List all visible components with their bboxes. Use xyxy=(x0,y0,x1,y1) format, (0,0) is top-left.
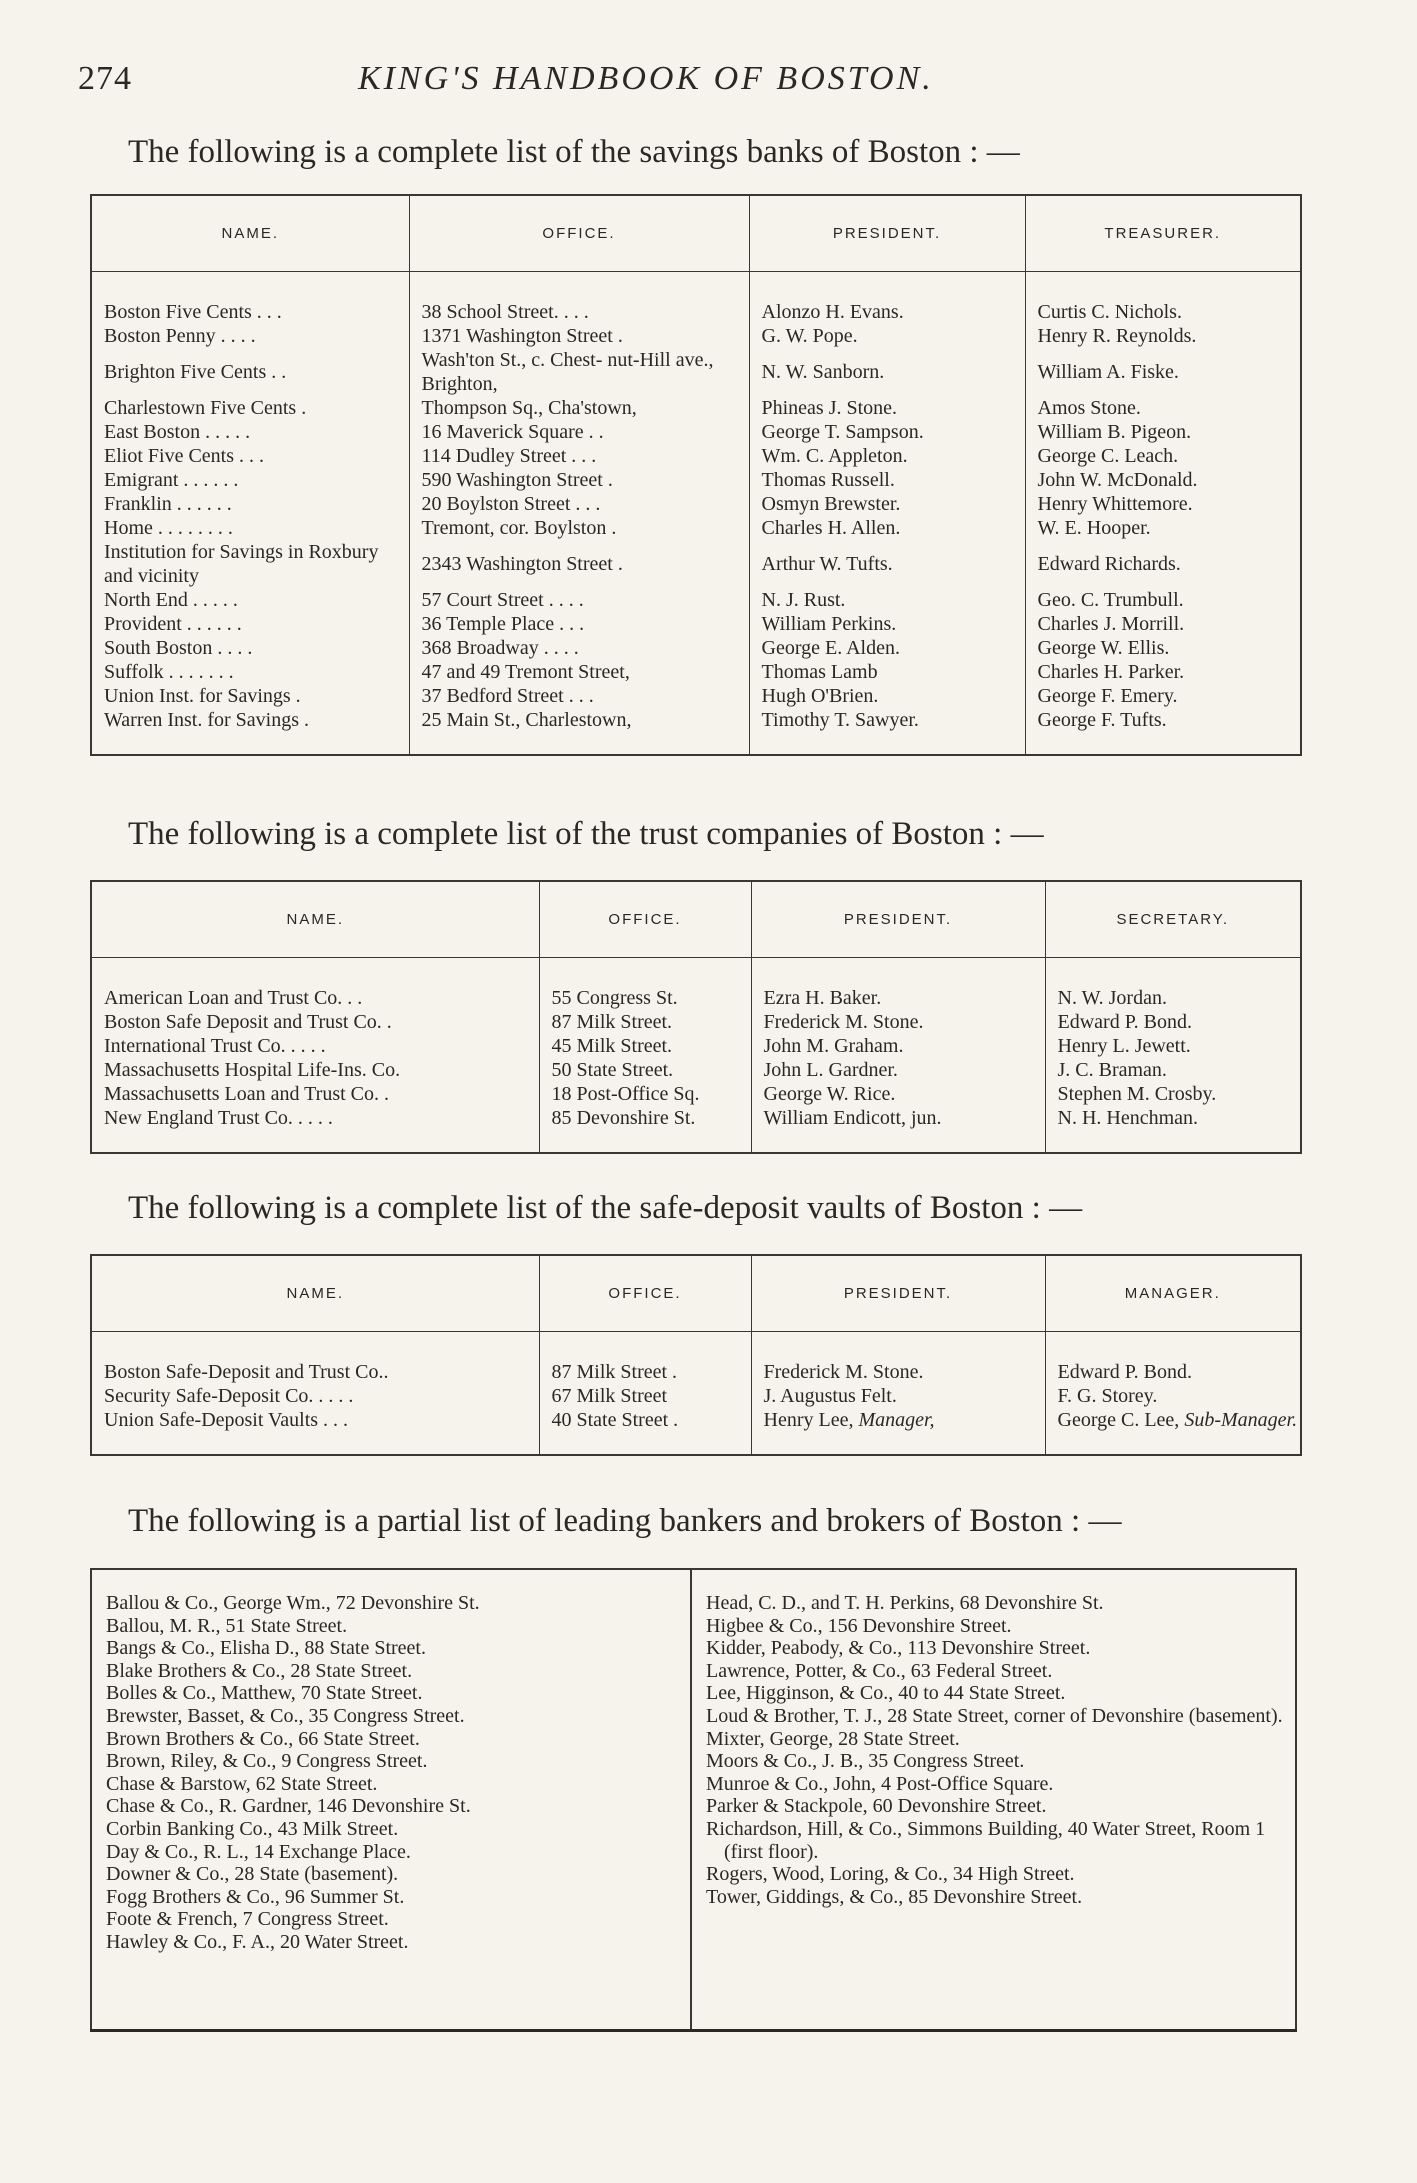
cell-text: Ezra H. Baker. xyxy=(763,986,882,1009)
table-row xyxy=(91,612,1301,636)
list-item: Chase & Co., R. Gardner, 146 Devonshire St. xyxy=(106,1795,471,1818)
list-item: Bangs & Co., Elisha D., 88 State Street. xyxy=(106,1637,426,1660)
trust-companies-intro: The following is a complete list of the trust companies of Boston : — xyxy=(128,816,1044,852)
cell-treasurer xyxy=(1025,708,1301,755)
list-item: Moors & Co., J. B., 35 Congress Street. xyxy=(706,1750,1025,1773)
table-row xyxy=(91,468,1301,492)
cell-treasurer xyxy=(1025,444,1301,468)
list-item: Day & Co., R. L., 14 Exchange Place. xyxy=(106,1840,411,1863)
cell-secretary xyxy=(1045,1106,1301,1153)
cell-text: N. W. Sanborn. xyxy=(761,360,885,383)
trust-companies-table xyxy=(90,880,1302,1154)
cell-office xyxy=(409,271,749,324)
savings-banks-intro: The following is a complete list of the savings banks of Boston : — xyxy=(128,134,1020,170)
cell-office xyxy=(409,348,749,396)
cell-name xyxy=(91,1384,539,1408)
cell-name xyxy=(91,1058,539,1082)
list-item: Hawley & Co., F. A., 20 Water Street. xyxy=(106,1930,409,1953)
cell-office xyxy=(539,1034,751,1058)
list-item: Brewster, Basset, & Co., 35 Congress Street. xyxy=(106,1704,465,1727)
table-row xyxy=(91,1106,1301,1153)
cell-text: American Loan and Trust Co. . . xyxy=(104,986,363,1009)
cell-president xyxy=(751,1408,1045,1455)
cell-role: Sub-Manager. xyxy=(1184,1408,1298,1431)
cell-text: Franklin . . . . . . xyxy=(104,492,232,515)
cell-name xyxy=(91,1034,539,1058)
cell-president xyxy=(751,957,1045,1010)
list-item: Blake Brothers & Co., 28 State Street. xyxy=(106,1659,413,1682)
cell-name xyxy=(91,468,409,492)
cell-office xyxy=(539,1058,751,1082)
cell-president xyxy=(749,444,1025,468)
cell-text: George F. Emery. xyxy=(1037,684,1178,707)
cell-text: Brighton Five Cents . . xyxy=(104,360,287,383)
cell-office xyxy=(409,396,749,420)
cell-office xyxy=(409,516,749,540)
column-header: TREASURER. xyxy=(1025,195,1301,271)
cell-text: 55 Congress St. xyxy=(551,986,678,1009)
cell-role: Manager, xyxy=(858,1408,935,1431)
cell-name xyxy=(91,588,409,612)
cell-text: Frederick M. Stone. xyxy=(763,1360,924,1383)
cell-office xyxy=(409,324,749,348)
cell-text: 85 Devonshire St. xyxy=(551,1106,696,1129)
cell-text: Phineas J. Stone. xyxy=(761,396,898,419)
cell-president xyxy=(749,636,1025,660)
list-item: Fogg Brothers & Co., 96 Summer St. xyxy=(106,1885,405,1908)
cell-office xyxy=(409,492,749,516)
cell-office xyxy=(539,1384,751,1408)
cell-treasurer xyxy=(1025,660,1301,684)
cell-secretary xyxy=(1045,1082,1301,1106)
brokers-right-column xyxy=(691,1569,1296,2031)
cell-text: 20 Boylston Street . . . xyxy=(421,492,601,515)
cell-text: Massachusetts Hospital Life-Ins. Co. xyxy=(104,1058,401,1081)
cell-treasurer xyxy=(1025,540,1301,588)
cell-text: 37 Bedford Street . . . xyxy=(421,684,594,707)
cell-text: Hugh O'Brien. xyxy=(761,684,879,707)
cell-president xyxy=(751,1384,1045,1408)
table-row xyxy=(91,348,1301,396)
cell-text: Henry R. Reynolds. xyxy=(1037,324,1197,347)
cell-name xyxy=(91,420,409,444)
cell-text: Wm. C. Appleton. xyxy=(761,444,908,467)
cell-text: 47 and 49 Tremont Street, xyxy=(421,660,630,683)
cell-office xyxy=(409,660,749,684)
cell-treasurer xyxy=(1025,492,1301,516)
cell-office xyxy=(539,1106,751,1153)
cell-treasurer xyxy=(1025,396,1301,420)
table-row xyxy=(91,492,1301,516)
cell-text: William B. Pigeon. xyxy=(1037,420,1192,443)
running-head xyxy=(78,60,1318,106)
list-item: Foote & French, 7 Congress Street. xyxy=(106,1908,389,1931)
book-title: KING'S HANDBOOK OF BOSTON. xyxy=(358,60,934,97)
cell-text: Frederick M. Stone. xyxy=(763,1010,924,1033)
table-row xyxy=(91,1082,1301,1106)
cell-text: Security Safe-Deposit Co. . . . . xyxy=(104,1384,354,1407)
cell-text: Henry Whittemore. xyxy=(1037,492,1193,515)
brokers-left-column xyxy=(91,1569,691,2031)
cell-text: W. E. Hooper. xyxy=(1037,516,1151,539)
cell-name xyxy=(91,1106,539,1153)
table-row xyxy=(91,1331,1301,1384)
cell-office xyxy=(539,957,751,1010)
cell-president xyxy=(749,612,1025,636)
cell-text: South Boston . . . . xyxy=(104,636,253,659)
table-row xyxy=(91,1058,1301,1082)
cell-president xyxy=(749,348,1025,396)
safe-deposit-vaults-table xyxy=(90,1254,1302,1456)
bankers-brokers-intro: The following is a partial list of leading bankers and brokers of Boston : — xyxy=(128,1503,1122,1539)
cell-text: John M. Graham. xyxy=(763,1034,904,1057)
table-row xyxy=(91,708,1301,755)
list-item: Brown Brothers & Co., 66 State Street. xyxy=(106,1727,420,1750)
safe-deposit-intro: The following is a complete list of the safe-deposit vaults of Boston : — xyxy=(128,1190,1083,1226)
cell-text: Edward P. Bond. xyxy=(1057,1010,1192,1033)
cell-president xyxy=(751,1058,1045,1082)
cell-name xyxy=(91,1331,539,1384)
cell-manager xyxy=(1045,1331,1301,1384)
column-header: NAME. xyxy=(91,195,409,271)
table-row xyxy=(91,1384,1301,1408)
cell-office xyxy=(539,1010,751,1034)
cell-president xyxy=(749,516,1025,540)
cell-treasurer xyxy=(1025,588,1301,612)
cell-name xyxy=(91,444,409,468)
cell-president xyxy=(751,1082,1045,1106)
cell-text: Thomas Lamb xyxy=(761,660,878,683)
cell-text: 368 Broadway . . . . xyxy=(421,636,579,659)
table-row xyxy=(91,271,1301,324)
cell-office xyxy=(409,684,749,708)
cell-text: Boston Penny . . . . xyxy=(104,324,256,347)
list-item: Downer & Co., 28 State (basement). xyxy=(106,1863,399,1886)
cell-text: 40 State Street . xyxy=(551,1408,679,1431)
cell-text: Henry Lee, xyxy=(763,1408,854,1431)
cell-text: 1371 Washington Street . xyxy=(421,324,623,347)
cell-text: John L. Gardner. xyxy=(763,1058,898,1081)
cell-text: Emigrant . . . . . . xyxy=(104,468,239,491)
cell-text: George E. Alden. xyxy=(761,636,900,659)
cell-president xyxy=(751,1010,1045,1034)
table-row xyxy=(91,540,1301,588)
cell-president xyxy=(749,271,1025,324)
cell-name xyxy=(91,957,539,1010)
column-header: OFFICE. xyxy=(539,881,751,957)
cell-text: 50 State Street. xyxy=(551,1058,674,1081)
table-row xyxy=(91,636,1301,660)
cell-text: 18 Post-Office Sq. xyxy=(551,1082,700,1105)
cell-treasurer xyxy=(1025,684,1301,708)
cell-treasurer xyxy=(1025,348,1301,396)
cell-name xyxy=(91,636,409,660)
cell-text: Timothy T. Sawyer. xyxy=(761,708,919,731)
table-row xyxy=(91,516,1301,540)
cell-name xyxy=(91,348,409,396)
cell-text: Union Safe-Deposit Vaults . . . xyxy=(104,1408,349,1431)
list-item: Brown, Riley, & Co., 9 Congress Street. xyxy=(106,1750,428,1773)
list-item: Higbee & Co., 156 Devonshire Street. xyxy=(706,1614,1012,1637)
cell-text: N. J. Rust. xyxy=(761,588,846,611)
cell-text: Geo. C. Trumbull. xyxy=(1037,588,1184,611)
cell-name xyxy=(91,396,409,420)
cell-text: Alonzo H. Evans. xyxy=(761,300,904,323)
cell-text: International Trust Co. . . . . xyxy=(104,1034,326,1057)
cell-name xyxy=(91,660,409,684)
table-row xyxy=(91,1010,1301,1034)
cell-text: 87 Milk Street. xyxy=(551,1010,673,1033)
cell-name xyxy=(91,271,409,324)
table-row xyxy=(91,324,1301,348)
cell-name xyxy=(91,324,409,348)
cell-secretary xyxy=(1045,1034,1301,1058)
cell-text: 67 Milk Street xyxy=(551,1384,668,1407)
list-item: Bolles & Co., Matthew, 70 State Street. xyxy=(106,1682,423,1705)
cell-text: Charles J. Morrill. xyxy=(1037,612,1185,635)
list-item: Munroe & Co., John, 4 Post-Office Square. xyxy=(706,1772,1054,1795)
cell-secretary xyxy=(1045,1058,1301,1082)
list-item: Kidder, Peabody, & Co., 113 Devonshire Street. xyxy=(706,1637,1091,1660)
cell-name xyxy=(91,540,409,588)
column-header: NAME. xyxy=(91,1255,539,1331)
cell-text: N. H. Henchman. xyxy=(1057,1106,1199,1129)
cell-text: Osmyn Brewster. xyxy=(761,492,901,515)
cell-text: 114 Dudley Street . . . xyxy=(421,444,597,467)
cell-text: Warren Inst. for Savings . xyxy=(104,708,310,731)
cell-text: George W. Ellis. xyxy=(1037,636,1170,659)
cell-president xyxy=(749,684,1025,708)
cell-text: George F. Tufts. xyxy=(1037,708,1167,731)
cell-president xyxy=(751,1331,1045,1384)
list-item: Tower, Giddings, & Co., 85 Devonshire Street. xyxy=(706,1885,1083,1908)
cell-text: 45 Milk Street. xyxy=(551,1034,673,1057)
list-item: Head, C. D., and T. H. Perkins, 68 Devonshire St. xyxy=(706,1592,1104,1614)
table-row xyxy=(91,444,1301,468)
cell-president xyxy=(749,708,1025,755)
cell-name xyxy=(91,1082,539,1106)
cell-text: F. G. Storey. xyxy=(1057,1384,1158,1407)
cell-text: G. W. Pope. xyxy=(761,324,858,347)
table-row xyxy=(91,588,1301,612)
bankers-brokers-list xyxy=(90,1568,1297,2032)
cell-office xyxy=(409,444,749,468)
cell-office xyxy=(409,636,749,660)
cell-president xyxy=(749,396,1025,420)
cell-text: George C. Leach. xyxy=(1037,444,1179,467)
column-header: PRESIDENT. xyxy=(751,1255,1045,1331)
column-header: NAME. xyxy=(91,881,539,957)
cell-text: Institution for Savings in Roxbury and vicinity xyxy=(104,540,379,587)
cell-text: 36 Temple Place . . . xyxy=(421,612,585,635)
table-row xyxy=(91,1408,1301,1455)
cell-text: Edward Richards. xyxy=(1037,552,1181,575)
page-number: 274 xyxy=(78,60,132,97)
table-row xyxy=(91,957,1301,1010)
cell-president xyxy=(749,468,1025,492)
cell-text: William Endicott, jun. xyxy=(763,1106,942,1129)
cell-text: Charles H. Parker. xyxy=(1037,660,1185,683)
list-item: Rogers, Wood, Loring, & Co., 34 High Street. xyxy=(706,1863,1075,1886)
column-header: MANAGER. xyxy=(1045,1255,1301,1331)
list-item: Parker & Stackpole, 60 Devonshire Street. xyxy=(706,1795,1047,1818)
cell-text: George T. Sampson. xyxy=(761,420,924,443)
column-header: SECRETARY. xyxy=(1045,881,1301,957)
savings-banks-table xyxy=(90,194,1302,756)
cell-text: Union Inst. for Savings . xyxy=(104,684,301,707)
cell-treasurer xyxy=(1025,420,1301,444)
cell-text: Thomas Russell. xyxy=(761,468,895,491)
cell-text: 590 Washington Street . xyxy=(421,468,613,491)
cell-text: Eliot Five Cents . . . xyxy=(104,444,264,467)
cell-president xyxy=(751,1106,1045,1153)
table-row xyxy=(91,420,1301,444)
cell-name xyxy=(91,1408,539,1455)
column-header: OFFICE. xyxy=(539,1255,751,1331)
cell-secretary xyxy=(1045,1010,1301,1034)
table-row xyxy=(91,660,1301,684)
cell-text: Henry L. Jewett. xyxy=(1057,1034,1191,1057)
cell-manager xyxy=(1045,1384,1301,1408)
cell-text: Boston Safe Deposit and Trust Co. . xyxy=(104,1010,392,1033)
list-item: Mixter, George, 28 State Street. xyxy=(706,1727,960,1750)
column-header: PRESIDENT. xyxy=(749,195,1025,271)
cell-treasurer xyxy=(1025,636,1301,660)
cell-text: Charlestown Five Cents . xyxy=(104,396,307,419)
cell-office xyxy=(409,468,749,492)
cell-president xyxy=(749,492,1025,516)
cell-text: Wash'ton St., c. Chest- nut-Hill ave., Brighton, xyxy=(421,348,714,395)
cell-name xyxy=(91,612,409,636)
cell-manager xyxy=(1045,1408,1301,1455)
cell-president xyxy=(749,324,1025,348)
cell-text: William Perkins. xyxy=(761,612,897,635)
cell-office xyxy=(409,588,749,612)
cell-text: J. Augustus Felt. xyxy=(763,1384,897,1407)
cell-treasurer xyxy=(1025,271,1301,324)
cell-name xyxy=(91,1010,539,1034)
cell-text: Thompson Sq., Cha'stown, xyxy=(421,396,637,419)
cell-text: 25 Main St., Charlestown, xyxy=(421,708,632,731)
cell-text: Charles H. Allen. xyxy=(761,516,901,539)
cell-treasurer xyxy=(1025,468,1301,492)
cell-secretary xyxy=(1045,957,1301,1010)
cell-name xyxy=(91,492,409,516)
cell-text: Edward P. Bond. xyxy=(1057,1360,1192,1383)
cell-name xyxy=(91,516,409,540)
cell-text: Boston Safe-Deposit and Trust Co.. xyxy=(104,1360,389,1383)
cell-text: Provident . . . . . . xyxy=(104,612,242,635)
column-header: OFFICE. xyxy=(409,195,749,271)
cell-text: N. W. Jordan. xyxy=(1057,986,1167,1009)
list-item: Lawrence, Potter, & Co., 63 Federal Street. xyxy=(706,1659,1053,1682)
cell-text: Arthur W. Tufts. xyxy=(761,552,893,575)
cell-text: George W. Rice. xyxy=(763,1082,896,1105)
table-row xyxy=(91,684,1301,708)
table-row xyxy=(91,1034,1301,1058)
table-header-row xyxy=(91,1255,1301,1331)
cell-text: George C. Lee, xyxy=(1057,1408,1180,1431)
cell-office xyxy=(409,420,749,444)
cell-text: North End . . . . . xyxy=(104,588,238,611)
cell-text: 87 Milk Street . xyxy=(551,1360,678,1383)
cell-office xyxy=(409,540,749,588)
cell-text: New England Trust Co. . . . . xyxy=(104,1106,333,1129)
cell-text: Curtis C. Nichols. xyxy=(1037,300,1182,323)
cell-president xyxy=(749,420,1025,444)
list-item: Ballou, M. R., 51 State Street. xyxy=(106,1614,348,1637)
cell-text: Tremont, cor. Boylston . xyxy=(421,516,617,539)
cell-text: J. C. Braman. xyxy=(1057,1058,1167,1081)
table-header-row xyxy=(91,881,1301,957)
cell-office xyxy=(409,708,749,755)
cell-text: 2343 Washington Street . xyxy=(421,552,623,575)
cell-text: Home . . . . . . . . xyxy=(104,516,233,539)
cell-treasurer xyxy=(1025,516,1301,540)
table-header-row xyxy=(91,195,1301,271)
cell-president xyxy=(749,588,1025,612)
cell-treasurer xyxy=(1025,612,1301,636)
cell-name xyxy=(91,684,409,708)
column-header: PRESIDENT. xyxy=(751,881,1045,957)
list-item: Lee, Higginson, & Co., 40 to 44 State Street. xyxy=(706,1682,1066,1705)
cell-office xyxy=(539,1082,751,1106)
cell-text: 16 Maverick Square . . xyxy=(421,420,604,443)
list-item: Richardson, Hill, & Co., Simmons Building, 40 Water Street, Room 1 (first floor). xyxy=(706,1817,1266,1863)
cell-text: Amos Stone. xyxy=(1037,396,1141,419)
list-item: Chase & Barstow, 62 State Street. xyxy=(106,1772,378,1795)
list-item: Ballou & Co., George Wm., 72 Devonshire St. xyxy=(106,1592,480,1614)
cell-president xyxy=(751,1034,1045,1058)
cell-text: East Boston . . . . . xyxy=(104,420,251,443)
cell-treasurer xyxy=(1025,324,1301,348)
cell-office xyxy=(409,612,749,636)
cell-text: Stephen M. Crosby. xyxy=(1057,1082,1217,1105)
list-item: Corbin Banking Co., 43 Milk Street. xyxy=(106,1817,399,1840)
cell-office xyxy=(539,1331,751,1384)
cell-president xyxy=(749,540,1025,588)
cell-text: John W. McDonald. xyxy=(1037,468,1198,491)
cell-president xyxy=(749,660,1025,684)
table-row xyxy=(91,396,1301,420)
cell-name xyxy=(91,708,409,755)
cell-text: William A. Fiske. xyxy=(1037,360,1179,383)
cell-text: Boston Five Cents . . . xyxy=(104,300,282,323)
list-item: Loud & Brother, T. J., 28 State Street, corner of Devonshire (basement). xyxy=(706,1704,1283,1727)
cell-text: Massachusetts Loan and Trust Co. . xyxy=(104,1082,389,1105)
cell-text: 57 Court Street . . . . xyxy=(421,588,584,611)
cell-office xyxy=(539,1408,751,1455)
cell-text: 38 School Street. . . . xyxy=(421,300,589,323)
cell-text: Suffolk . . . . . . . xyxy=(104,660,234,683)
